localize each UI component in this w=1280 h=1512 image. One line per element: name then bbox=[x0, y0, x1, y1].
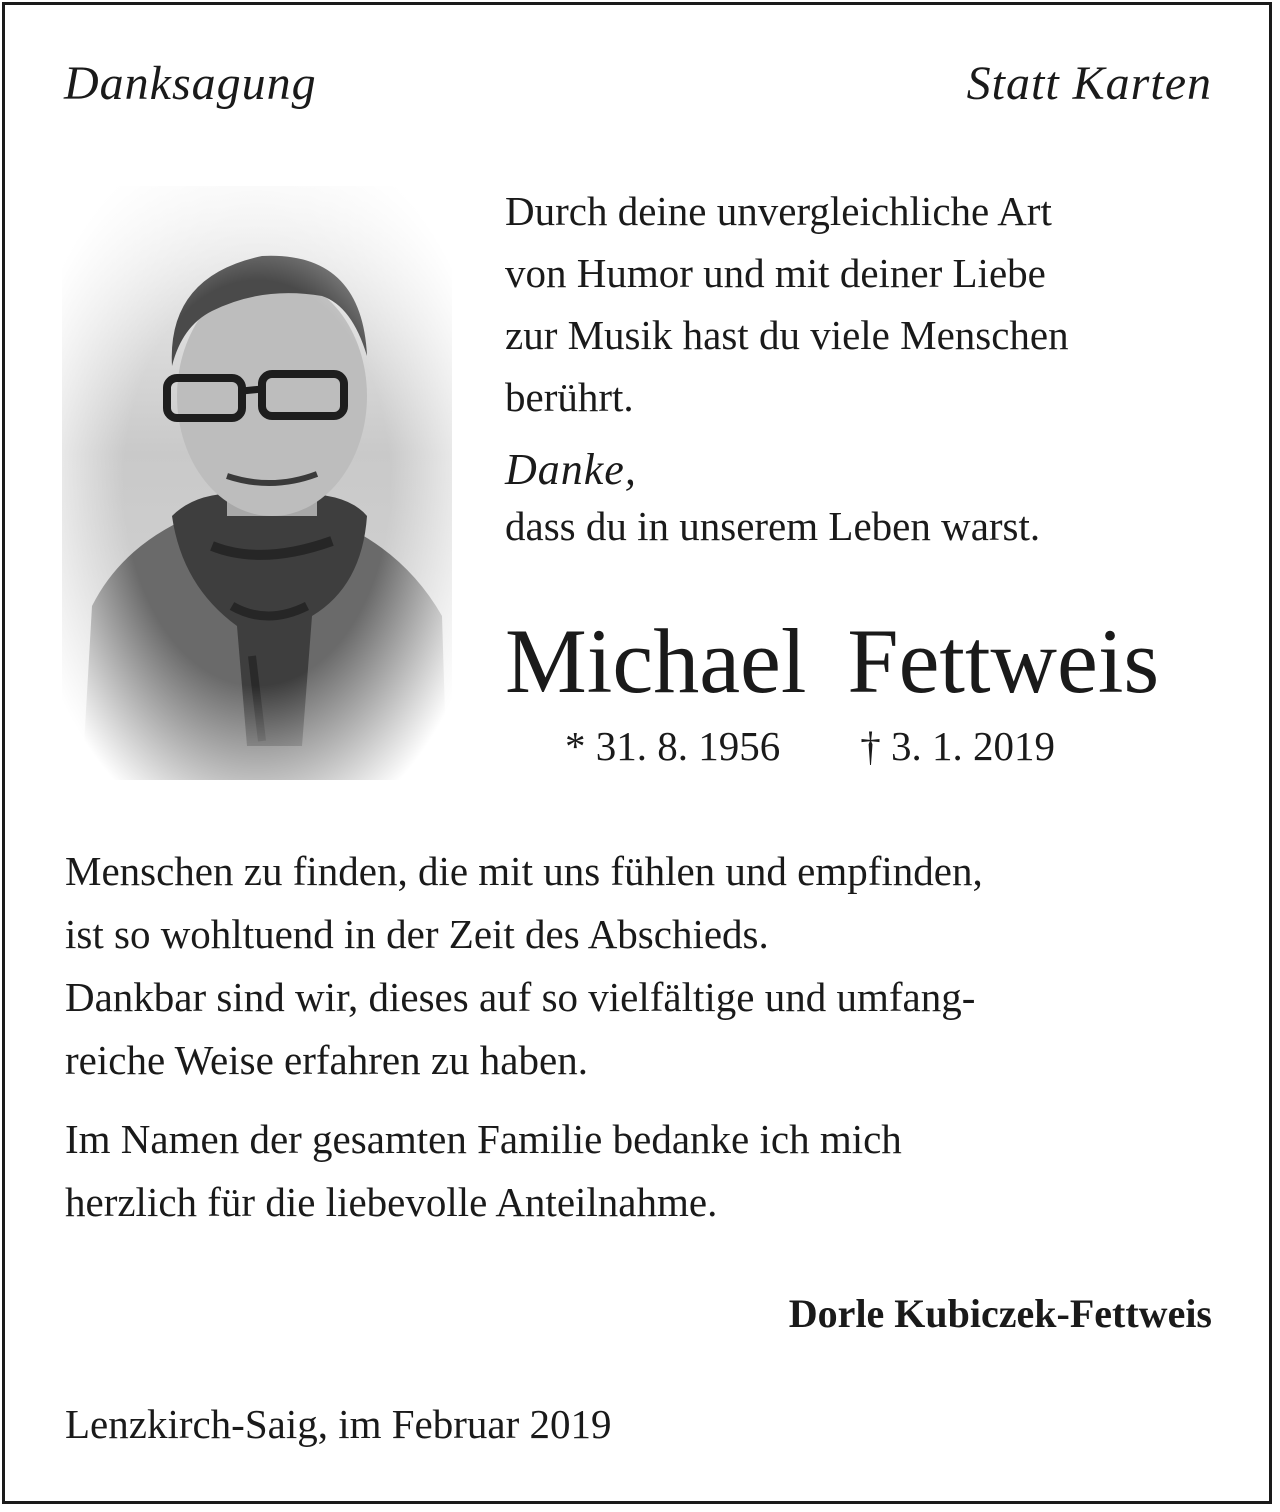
danke-heading: Danke, bbox=[505, 445, 637, 494]
body-line: reiche Weise erfahren zu haben. bbox=[65, 1037, 588, 1083]
intro-line: zur Musik hast du viele Menschen bbox=[505, 312, 1069, 358]
death-date: † 3. 1. 2019 bbox=[860, 723, 1055, 769]
signature: Dorle Kubiczek-Fettweis bbox=[788, 1291, 1212, 1336]
intro-line: Durch deine unvergleichliche Art bbox=[505, 188, 1052, 234]
intro-block bbox=[505, 180, 1215, 554]
birth-date: * 31. 8. 1956 bbox=[565, 723, 781, 769]
danke-subline: dass du in unserem Leben warst. bbox=[505, 503, 1041, 549]
family-paragraph bbox=[65, 1108, 1215, 1234]
body-line: Im Namen der gesamten Familie bedanke ich mich bbox=[65, 1116, 902, 1162]
life-dates bbox=[565, 722, 1055, 770]
intro-text bbox=[505, 180, 1215, 428]
intro-line: berührt. bbox=[505, 374, 634, 420]
header-danksagung: Danksagung bbox=[64, 57, 317, 110]
deceased-name: Michael Fettweis bbox=[505, 610, 1160, 712]
body-line: Menschen zu finden, die mit uns fühlen und empfinden, bbox=[65, 848, 983, 894]
header-statt-karten: Statt Karten bbox=[966, 57, 1212, 110]
portrait-photo bbox=[62, 186, 452, 780]
thanks-paragraph bbox=[65, 840, 1215, 1092]
place-date: Lenzkirch-Saig, im Februar 2019 bbox=[65, 1401, 612, 1447]
body-line: ist so wohltuend in der Zeit des Abschieds. bbox=[65, 911, 769, 957]
thanks-body bbox=[65, 840, 1215, 1234]
body-line: herzlich für die liebevolle Anteilnahme. bbox=[65, 1179, 718, 1225]
body-line: Dankbar sind wir, dieses auf so vielfältige und umfang- bbox=[65, 974, 976, 1020]
intro-line: von Humor und mit deiner Liebe bbox=[505, 250, 1046, 296]
